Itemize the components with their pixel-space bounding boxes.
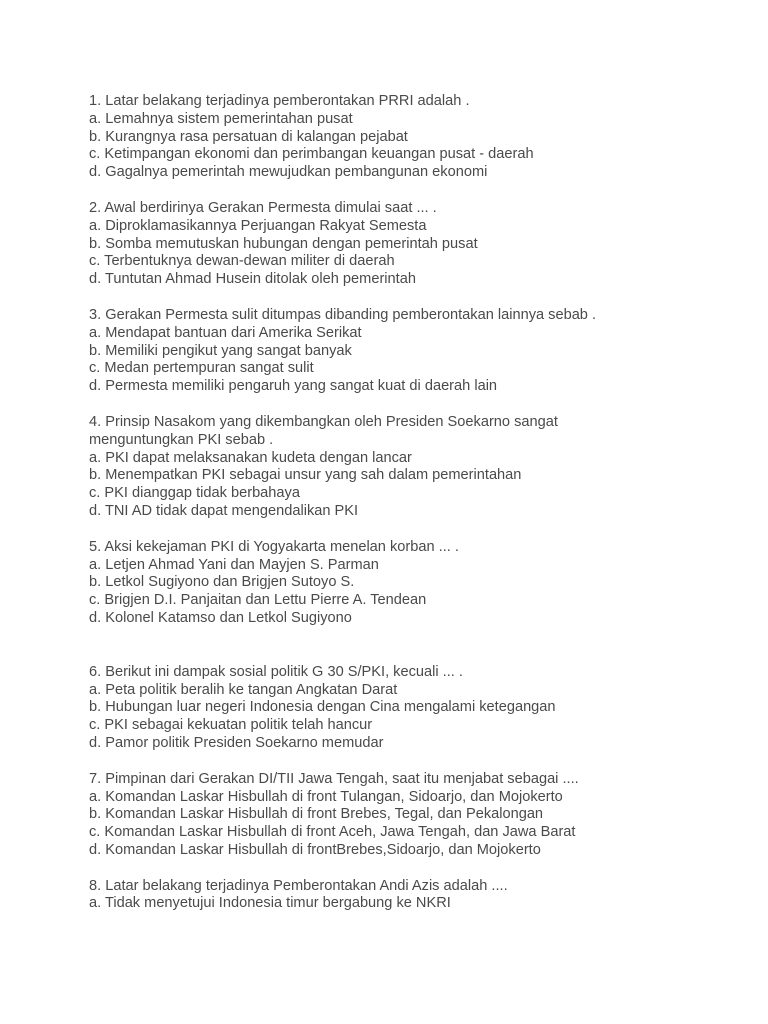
answer-option-c: c. Terbentuknya dewan-dewan militer di daerah: [89, 253, 395, 270]
question-5: [89, 539, 749, 628]
answer-option-c: c. Medan pertempuran sangat sulit: [89, 360, 314, 377]
answer-option-d: d. TNI AD tidak dapat mengendalikan PKI: [89, 502, 359, 519]
answer-option-d: d. Permesta memiliki pengaruh yang sangat kuat di daerah lain: [89, 378, 498, 395]
document-page: [89, 93, 749, 913]
question-6: [89, 664, 749, 753]
answer-option-c: c. PKI dianggap tidak berbahaya: [89, 485, 300, 502]
answer-option-b: b. Menempatkan PKI sebagai unsur yang sah dalam pemerintahan: [89, 467, 522, 484]
answer-option-d: d. Pamor politik Presiden Soekarno memudar: [89, 734, 384, 751]
question-7: [89, 771, 749, 860]
question-text: 1. Latar belakang terjadinya pemberontakan PRRI adalah .: [89, 93, 470, 109]
answer-option-a: a. Peta politik beralih ke tangan Angkatan Darat: [89, 681, 398, 698]
answer-option-a: a. Letjen Ahmad Yani dan Mayjen S. Parman: [89, 556, 379, 573]
answer-option-c: c. Brigjen D.I. Panjaitan dan Lettu Pierre A. Tendean: [89, 592, 427, 609]
answer-option-c: c. Komandan Laskar Hisbullah di front Aceh, Jawa Tengah, dan Jawa Barat: [89, 824, 576, 841]
answer-option-d: d. Kolonel Katamso dan Letkol Sugiyono: [89, 609, 352, 626]
answer-option-a: a. Lemahnya sistem pemerintahan pusat: [89, 110, 353, 127]
question-text: 4. Prinsip Nasakom yang dikembangkan oleh Presiden Soekarno sangat: [89, 413, 558, 430]
answer-option-b: b. Komandan Laskar Hisbullah di front Brebes, Tegal, dan Pekalongan: [89, 806, 544, 823]
question-text-continued: menguntungkan PKI sebab .: [89, 431, 274, 448]
question-text: 7. Pimpinan dari Gerakan DI/TII Jawa Tengah, saat itu menjabat sebagai ....: [89, 770, 579, 787]
answer-option-b: b. Letkol Sugiyono dan Brigjen Sutoyo S.: [89, 574, 355, 591]
question-text: 2. Awal berdirinya Gerakan Permesta dimulai saat ... .: [89, 199, 437, 216]
question-text: 5. Aksi kekejaman PKI di Yogyakarta menelan korban ... .: [89, 538, 459, 555]
answer-option-b: b. Kurangnya rasa persatuan di kalangan pejabat: [89, 128, 408, 145]
answer-option-d: d. Gagalnya pemerintah mewujudkan pembangunan ekonomi: [89, 164, 488, 181]
answer-option-a: a. Tidak menyetujui Indonesia timur bergabung ke NKRI: [89, 895, 451, 912]
answer-option-a: a. PKI dapat melaksanakan kudeta dengan lancar: [89, 449, 412, 466]
answer-option-a: a. Komandan Laskar Hisbullah di front Tulangan, Sidoarjo, dan Mojokerto: [89, 788, 563, 805]
answer-option-a: a. Mendapat bantuan dari Amerika Serikat: [89, 324, 362, 341]
answer-option-b: b. Hubungan luar negeri Indonesia dengan Cina mengalami ketegangan: [89, 699, 556, 716]
question-text: 3. Gerakan Permesta sulit ditumpas dibanding pemberontakan lainnya sebab .: [89, 306, 597, 323]
question-2: [89, 200, 749, 289]
answer-option-b: b. Somba memutuskan hubungan dengan pemerintah pusat: [89, 235, 478, 252]
answer-option-d: d. Komandan Laskar Hisbullah di frontBrebes,Sidoarjo, dan Mojokerto: [89, 841, 541, 858]
answer-option-a: a. Diproklamasikannya Perjuangan Rakyat Semesta: [89, 217, 427, 234]
question-text: 8. Latar belakang terjadinya Pemberontakan Andi Azis adalah ....: [89, 877, 508, 894]
question-4: [89, 414, 749, 521]
question-3: [89, 307, 749, 396]
question-text: 6. Berikut ini dampak sosial politik G 30 S/PKI, kecuali ... .: [89, 663, 463, 680]
answer-option-b: b. Memiliki pengikut yang sangat banyak: [89, 342, 352, 359]
question-1: [89, 93, 749, 182]
answer-option-c: c. Ketimpangan ekonomi dan perimbangan keuangan pusat - daerah: [89, 146, 534, 163]
answer-option-d: d. Tuntutan Ahmad Husein ditolak oleh pemerintah: [89, 271, 416, 288]
question-8: [89, 878, 749, 914]
answer-option-c: c. PKI sebagai kekuatan politik telah hancur: [89, 717, 373, 734]
